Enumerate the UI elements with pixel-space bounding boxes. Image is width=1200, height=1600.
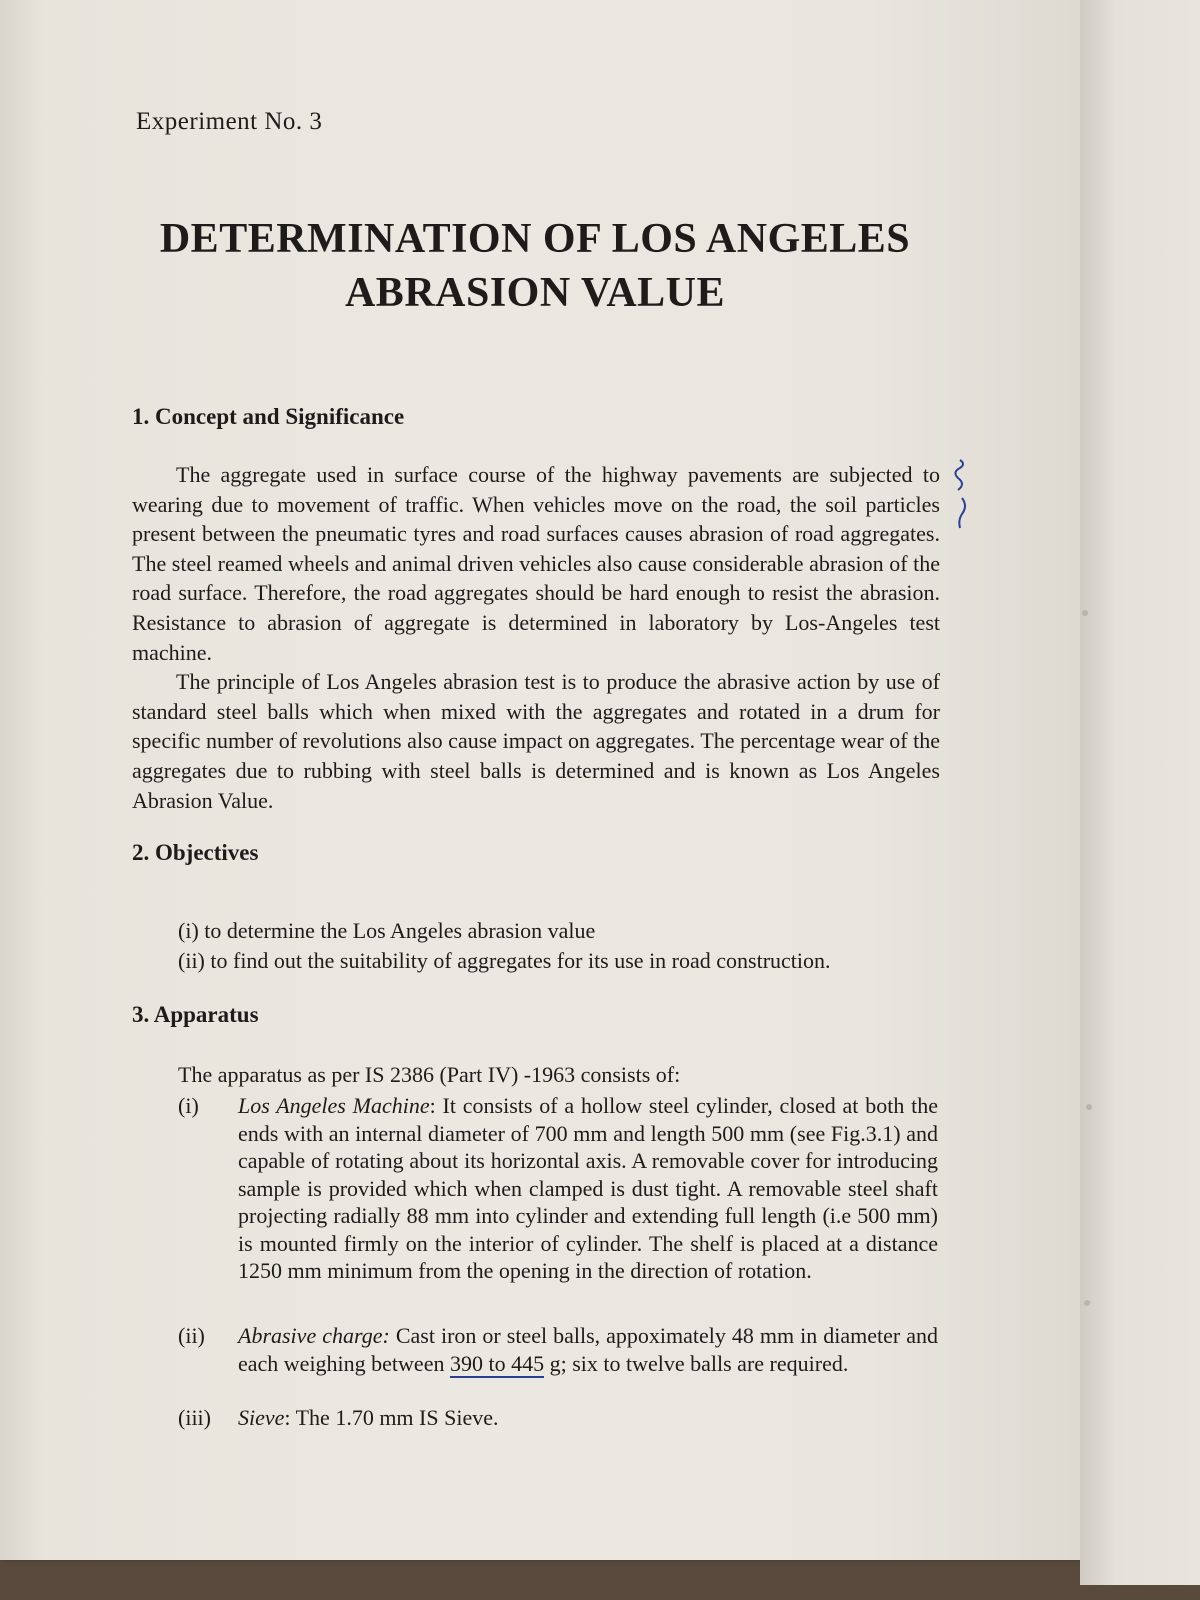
paper-speck [1086,1104,1092,1110]
section-heading-apparatus: 3. Apparatus [132,1002,259,1027]
pen-bracket-mark [948,458,972,536]
page-title [120,212,950,320]
paper-speck [1084,1300,1090,1306]
adjacent-page-edge [1080,0,1200,1585]
apparatus-item-1 [178,1092,938,1285]
apparatus-item-3 [178,1404,938,1432]
objective-item-2: (ii) to find out the suitability of aggregates for its use in road construction. [178,948,831,973]
item-text-end: g; six to twelve balls are required. [544,1350,849,1376]
item-number: (i) [178,1093,199,1118]
section-heading-concept: 1. Concept and Significance [132,404,405,429]
experiment-label: Experiment No. 3 [136,108,323,135]
item-text: Cast iron or steel balls, appoximately 48 mm in diameter and each weighing between [238,1323,939,1376]
section-heading-objectives: 2. Objectives [132,840,259,865]
item-term: Sieve [238,1405,285,1430]
title-line-1: DETERMINATION OF LOS ANGELES [159,216,911,262]
item-text: : The 1.70 mm IS Sieve. [284,1405,499,1430]
title-line-2: ABRASION VALUE [344,270,726,316]
item-number: (ii) [178,1323,205,1348]
concept-paragraph-2: The principle of Los Angeles abrasion test is to produce the abrasive action by use of standard steel balls which when mixed with the aggregates and rotated in a drum for specific number of revolutions also cause impact on aggregates. The percentage wear of the aggregates due to rubbing with steel balls is determined and is known as Los Angeles Abrasion Value. [132,669,940,813]
item-term: Los Angeles Machine [238,1093,430,1118]
item-number: (iii) [178,1405,211,1430]
concept-paragraphs [132,460,940,815]
apparatus-item-2 [178,1322,938,1377]
pen-underlined-range: 390 to 445 [449,1350,545,1376]
item-term: Abrasive charge: [238,1323,390,1348]
paper-speck [1082,610,1088,616]
objective-item-1: (i) to determine the Los Angeles abrasion value [178,918,596,943]
concept-paragraph-1: The aggregate used in surface course of the highway pavements are subjected to wearing due to movement of traffic. When vehicles move on the road, the soil particles present between the pneumatic tyres and road surfaces causes abrasion of road aggregates. The steel reamed wheels and animal driven vehicles also cause considerable abrasion of the road surface. Therefore, the road aggregates should be hard enough to resist the abrasion. Resistance to abrasion of aggregate is determined in laboratory by Los-Angeles test machine. [132,462,940,665]
apparatus-intro: The apparatus as per IS 2386 (Part IV) -1963 consists of: [178,1062,681,1087]
item-text: : It consists of a hollow steel cylinder, closed at both the ends with an internal diameter of 700 mm and length 500 mm (see Fig.3.1) and capable of rotating about its horizontal axis. A removable cover for introducing sample is provided which when clamped is dust tight. A removable steel shaft projecting radially 88 mm into cylinder and extending full length (i.e 500 mm) is mounted firmly on the interior of cylinder. The shelf is placed at a distance 1250 mm minimum from the opening in the direction of rotation. [238,1093,938,1283]
